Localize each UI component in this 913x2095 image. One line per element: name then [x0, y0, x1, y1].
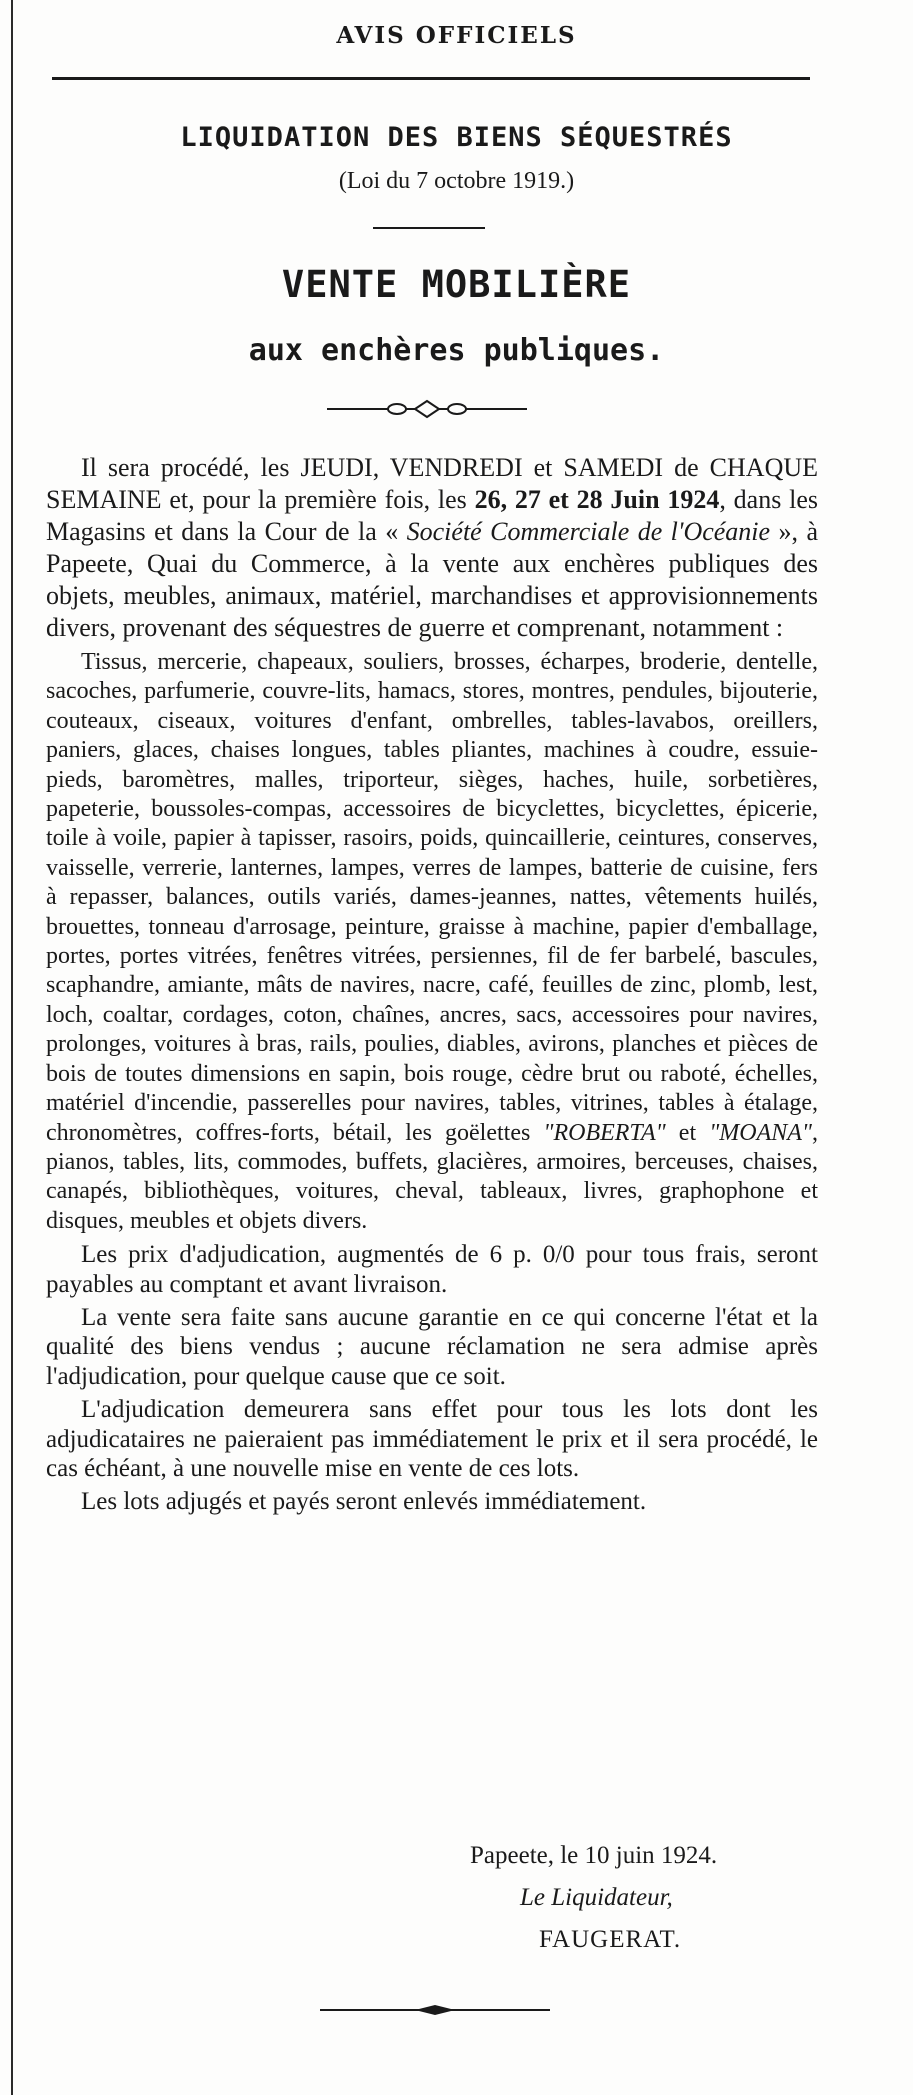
intro-text-2: , dans les Magasins et dans la Cour de la « — [46, 485, 818, 546]
header-divider — [52, 77, 810, 80]
sale-subtitle: aux enchères publiques. — [248, 333, 665, 368]
signatory-name: FAUGERAT. — [539, 1926, 682, 1953]
signatory-role: Le Liquidateur, — [520, 1884, 673, 1911]
warranty-paragraph: La vente sera faite sans aucune garantie en ce qui concerne l'état et la qualité des biens vendus ; aucune réclamation ne sera admise après l'adjudication, pour quelque cause que ce soit. — [46, 1303, 818, 1390]
items-list-conjunction: et — [665, 1119, 710, 1146]
end-ornament-divider — [320, 2000, 550, 2020]
default-paragraph: L'adjudication demeurera sans effet pour tous les lots dont les adjudicataires ne paieraient pas immédiatement le prix et il sera procédé, le cas échéant, à une nouvelle mise en vente de ces lots. — [46, 1396, 818, 1482]
items-list-paragraph — [46, 648, 818, 1236]
left-margin-rule — [11, 0, 13, 2095]
removal-paragraph: Les lots adjugés et payés seront enlevés immédiatement. — [81, 1488, 647, 1516]
section-header: AVIS OFFICIELS — [336, 22, 577, 49]
signature-block — [0, 1835, 913, 1961]
sale-dates: 26, 27 et 28 Juin 1924 — [474, 485, 720, 514]
intro-text-3: », à Papeete, Quai du Commerce, à la vente aux enchères publiques des objets, meubles, animaux, matériel, marchandises et approvisionnements divers, provenant des séquestres de guerre et comprenant, notamment : — [46, 517, 818, 642]
place-date: Papeete, le 10 juin 1924. — [470, 1842, 718, 1869]
boat-name-roberta: "ROBERTA" — [543, 1119, 666, 1146]
items-list-text-2: , pianos, tables, lits, commodes, buffets, glacières, armoires, berceuses, chaises, canapés, bibliothèques, voitures, cheval, tableaux, livres, graphophone et disques, meubles et objets divers. — [46, 1119, 818, 1234]
notice-body — [46, 452, 818, 1517]
company-name: Société Commerciale de l'Océanie — [406, 517, 771, 546]
items-list-text-1: Tissus, mercerie, chapeaux, souliers, brosses, écharpes, broderie, dentelle, sacoches, parfumerie, couvre-lits, hamacs, stores, montres, pendules, bijouterie, couteaux, ciseaux, voitures d'enfant, ombrelles, tables-lavabos, oreillers, paniers, glaces, chaises longues, tables pliantes, machines à coudre, essuie-pieds, baromètres, malles, triporteur, sièges, haches, huile, sorbetières, papeterie, boussoles-compas, accessoires de bicyclettes, bicyclettes, épicerie, toile à voile, papier à tapisser, rasoirs, poids, quincaillerie, ceintures, conserves, vaisselle, verrerie, lanternes, lampes, verres de lampes, batterie de cuisine, fers à repasser, balances, outils variés, dames-jeannes, nattes, vêtements huilés, brouettes, tonneau d'arrosage, peinture, graisse à machine, papier d'emballage, portes, portes vitrées, fenêtres vitrées, persiennes, fil de fer barbelé, bascules, scaphandre, amiante, mâts de navires, nacre, café, feuilles de zinc, plomb, lest, loch, coaltar, cordages, coton, chaînes, ancres, sacs, accessoires pour navires, prolonges, voitures à bras, rails, poulies, diables, avirons, planches et pièces de bois de toutes dimensions en sapin, bois rouge, cèdre brut ou raboté, échelles, matériel d'incendie, passerelles pour navires, tables, vitrines, tables à étalage, chronomètres, coffres-forts, bétail, les goëlettes — [46, 649, 818, 1146]
title-divider — [373, 227, 485, 229]
liquidation-title: LIQUIDATION DES BIENS SÉQUESTRÉS — [180, 122, 733, 153]
intro-paragraph — [46, 452, 818, 644]
boat-name-moana: "MOANA" — [709, 1119, 812, 1146]
law-reference: (Loi du 7 octobre 1919.) — [338, 168, 575, 194]
payment-terms-paragraph: Les prix d'adjudication, augmentés de 6 p. 0/0 pour tous frais, seront payables au comptant et avant livraison. — [46, 1241, 818, 1298]
ornament-divider — [327, 397, 527, 421]
intro-text-1: Il sera procédé, les JEUDI, VENDREDI et SAMEDI de CHAQUE SEMAINE et, pour la première fois, les — [46, 453, 818, 514]
sale-title: VENTE MOBILIÈRE — [281, 263, 632, 306]
